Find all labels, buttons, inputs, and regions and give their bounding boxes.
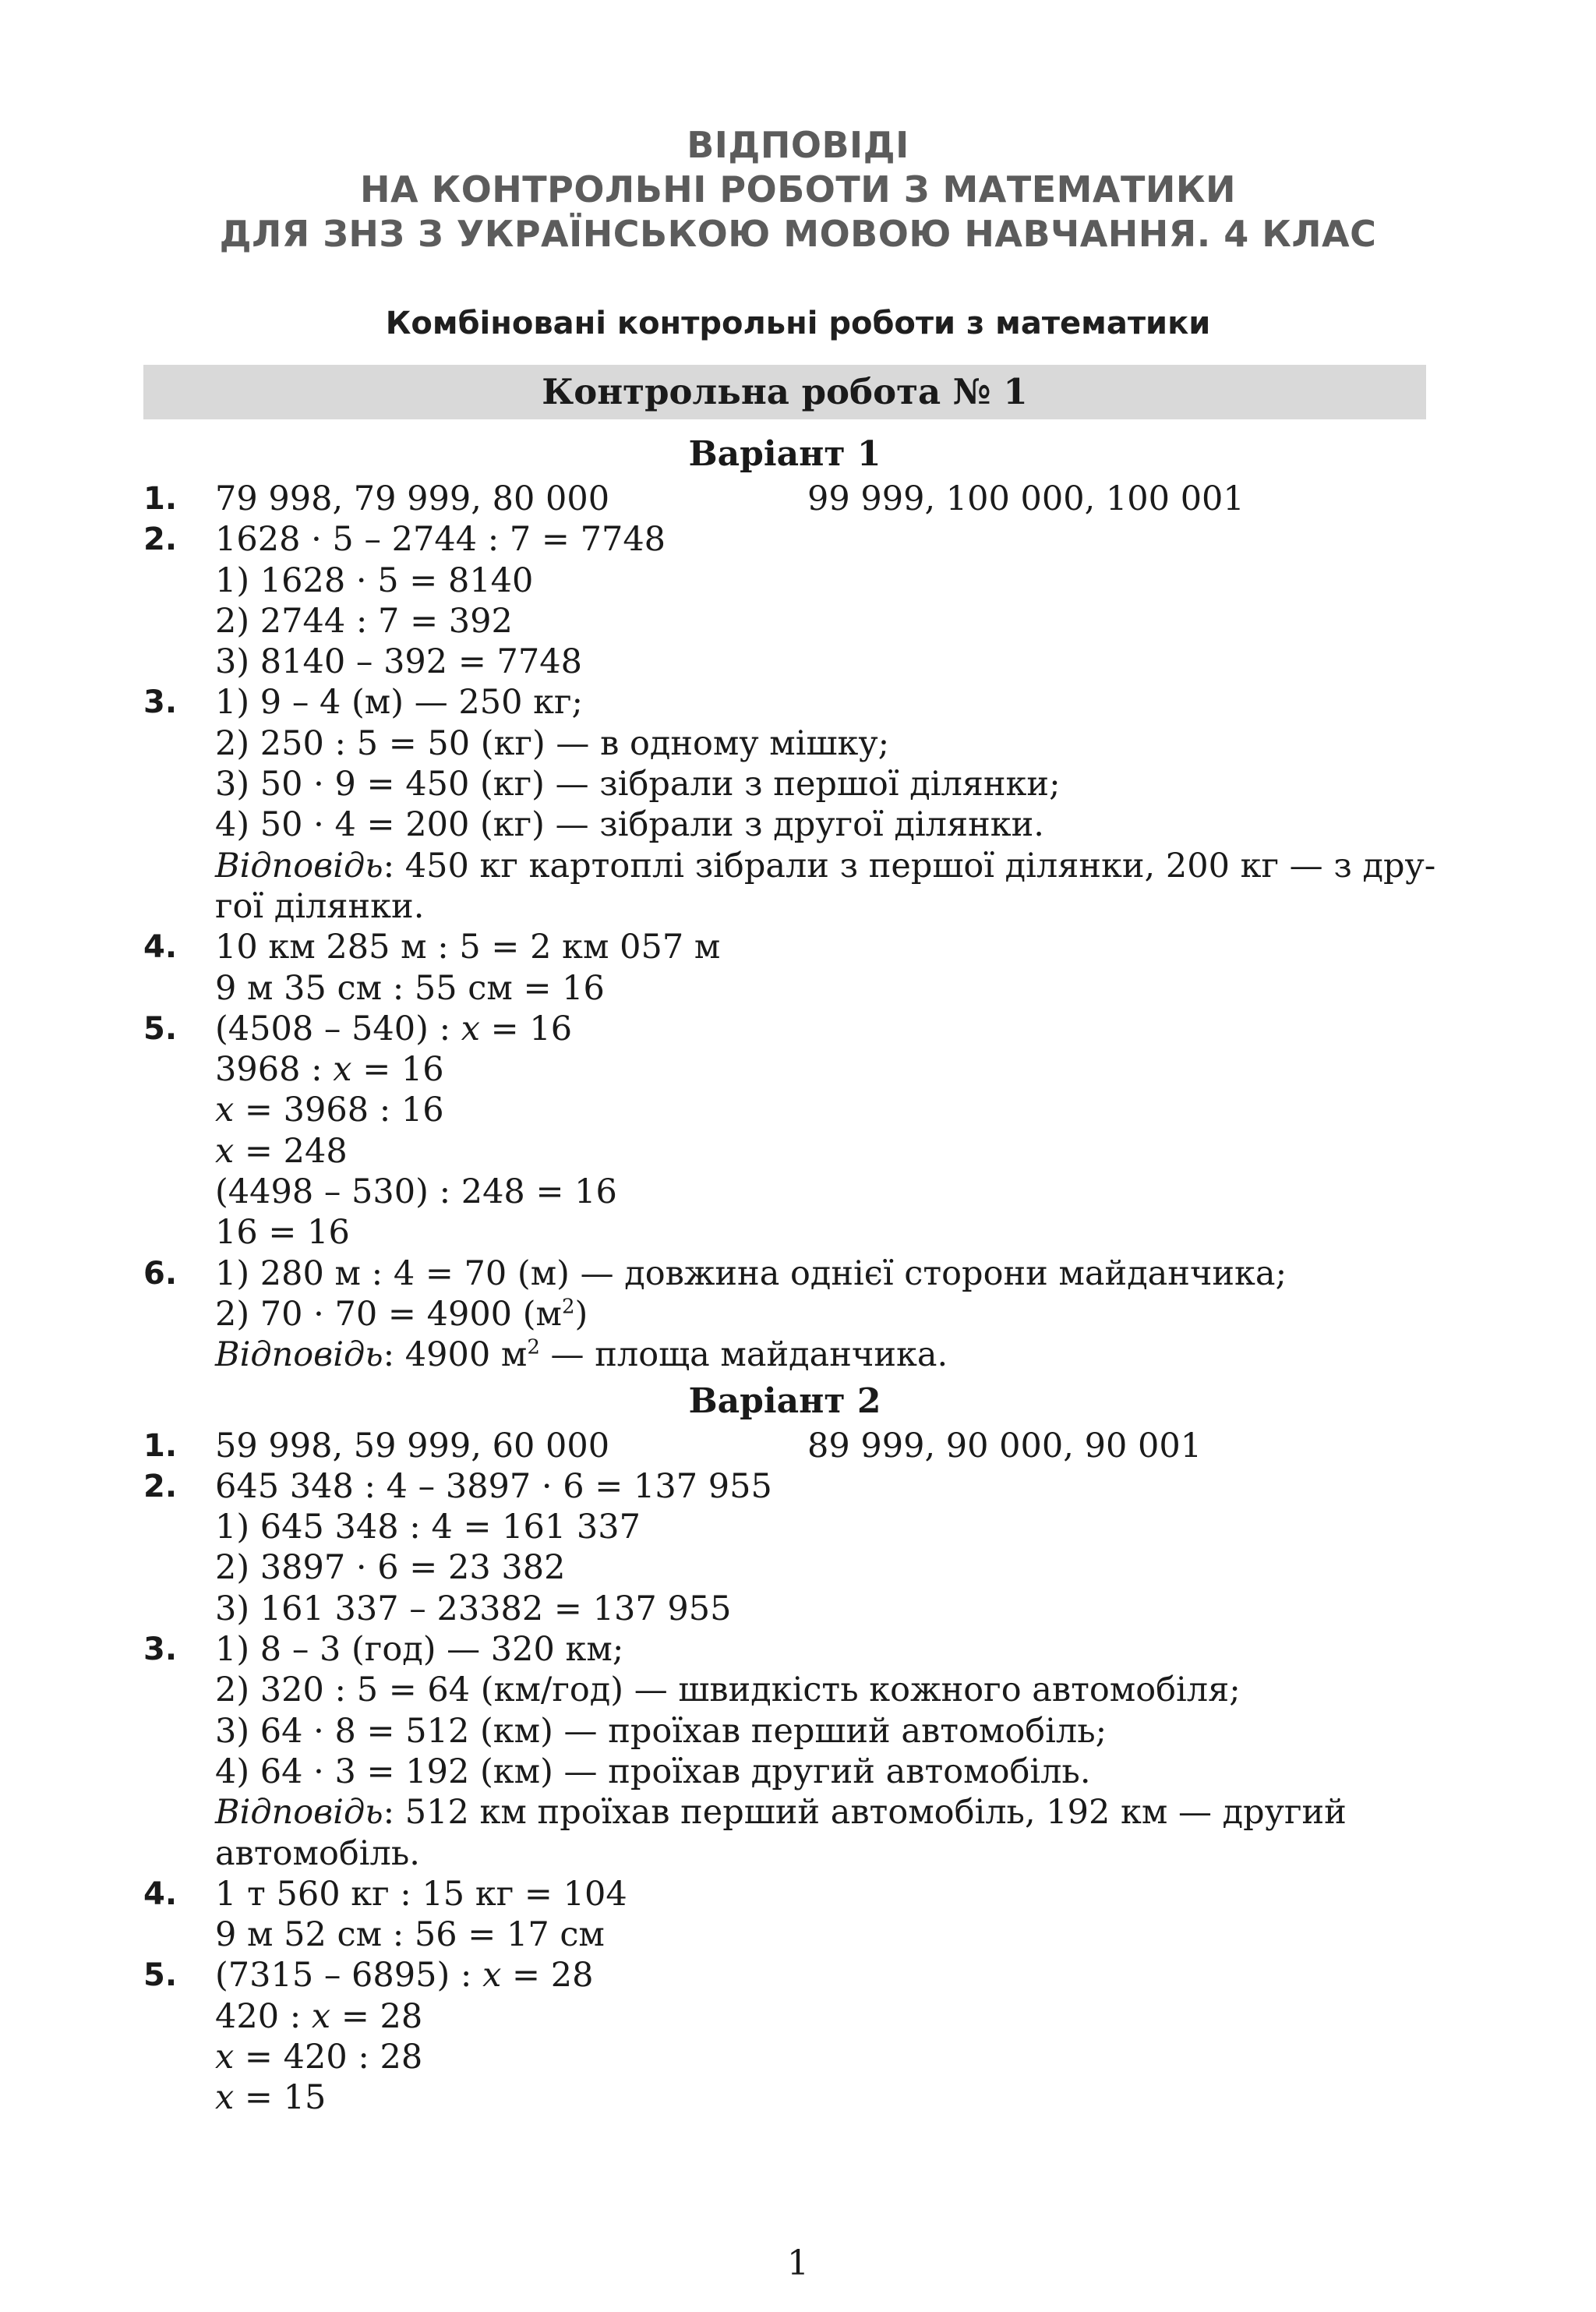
equation-line: 420 : x = 28	[215, 1996, 423, 2036]
v2-task-4	[143, 1874, 1426, 1914]
equation-check: (4498 – 530) : 248 = 16	[215, 1172, 617, 1212]
task-number: 4.	[143, 929, 178, 966]
task-step: 2) 3897 · 6 = 23 382	[215, 1548, 566, 1588]
task-expression: 9 м 35 см : 55 см = 16	[215, 968, 605, 1008]
task-step: 3) 161 337 – 23382 = 137 955	[215, 1589, 732, 1628]
heading-line-1: ВІДПОВІДІ	[687, 124, 909, 166]
v1-task-2-step	[143, 601, 1426, 642]
v2-task-5	[143, 1955, 1426, 1996]
answer-label: Відповідь	[215, 1335, 383, 1375]
v1-task-6	[143, 1253, 1426, 1294]
work-title-bar: Контрольна робота № 1	[143, 365, 1426, 419]
task-number: 5.	[143, 1010, 178, 1047]
answer-text	[215, 846, 1435, 886]
v2-task-3-answer	[143, 1792, 1426, 1833]
equation-line: (4508 – 540) : x = 16	[215, 1009, 573, 1048]
v1-task-2	[143, 519, 1426, 560]
v1-task-5	[143, 1009, 1426, 1049]
task-expression: 1628 · 5 – 2744 : 7 = 7748	[215, 520, 666, 560]
task-answer-second: 99 999, 100 000, 100 001	[807, 479, 1245, 518]
task-expression: 645 348 : 4 – 3897 · 6 = 137 955	[215, 1466, 772, 1506]
v2-task-5-line	[143, 2037, 1426, 2077]
answer-label: Відповідь	[215, 1793, 383, 1833]
task-number: 6.	[143, 1255, 178, 1292]
v2-task-4-line	[143, 1914, 1426, 1955]
task-step: 4) 50 · 4 = 200 (кг) — зібрали з другої ділянки.	[215, 805, 1044, 845]
variant-2-title: Варіант 2	[688, 1380, 881, 1421]
task-step: 4) 64 · 3 = 192 (км) — проїхав другий автомобіль.	[215, 1752, 1091, 1791]
task-expression: 10 км 285 м : 5 = 2 км 057 м	[215, 928, 721, 967]
v1-task-5-line	[143, 1212, 1426, 1253]
task-step: 1) 9 – 4 (м) — 250 кг;	[215, 683, 583, 723]
v1-task-5-line	[143, 1172, 1426, 1212]
v1-task-5-line	[143, 1131, 1426, 1172]
v2-task-2-step	[143, 1547, 1426, 1588]
task-number: 2.	[143, 521, 178, 558]
v1-task-5-line	[143, 1090, 1426, 1130]
variable-x: x	[461, 1009, 480, 1048]
variant-1-title: Варіант 1	[688, 434, 881, 474]
variable-x: x	[215, 1131, 235, 1171]
answer-continuation: автомобіль.	[215, 1833, 420, 1873]
v1-task-4-line	[143, 968, 1426, 1009]
v2-task-2-step	[143, 1507, 1426, 1547]
task-number: 3.	[143, 684, 178, 721]
equation-line: x = 15	[215, 2078, 327, 2118]
answer-text: Відповідь: 4900 $м^2$ — площа майданчика.	[215, 1335, 948, 1375]
v1-task-2-step	[143, 560, 1426, 601]
v2-task-5-line	[143, 1996, 1426, 2037]
v1-task-3	[143, 682, 1426, 723]
task-step: 1) 1628 · 5 = 8140	[215, 560, 534, 600]
v1-task-3-step	[143, 723, 1426, 764]
task-number: 4.	[143, 1875, 178, 1912]
task-number: 3.	[143, 1631, 178, 1668]
task-number: 1.	[143, 481, 178, 517]
v2-task-3-step	[143, 1752, 1426, 1792]
equation-line: x = 3968 : 16	[215, 1091, 444, 1130]
v1-task-3-step	[143, 804, 1426, 845]
task-expression: 9 м 52 см : 56 = 17 см	[215, 1915, 605, 1955]
v1-task-4	[143, 927, 1426, 967]
v2-task-5-line	[143, 2077, 1426, 2118]
equation-line: 3968 : x = 16	[215, 1050, 444, 1090]
v2-task-3-step	[143, 1670, 1426, 1710]
task-step: 2) 320 : 5 = 64 (км/год) — швидкість кожного автомобіля;	[215, 1670, 1241, 1710]
task-step: 2) 250 : 5 = 50 (кг) — в одному мішку;	[215, 723, 890, 763]
v2-task-3	[143, 1629, 1426, 1670]
task-number: 5.	[143, 1957, 178, 1994]
section-subheading: Комбіновані контрольні роботи з математики	[385, 306, 1211, 341]
v2-task-2-step	[143, 1589, 1426, 1629]
v2-task-3-step	[143, 1711, 1426, 1752]
answer-continuation: гої ділянки.	[215, 886, 425, 926]
document-heading	[0, 123, 1596, 256]
task-step: 1) 280 м : 4 = 70 (м) — довжина однієї сторони майданчика;	[215, 1253, 1287, 1293]
task-step: 3) 64 · 8 = 512 (км) — проїхав перший автомобіль;	[215, 1711, 1107, 1751]
variable-x: x	[215, 1091, 235, 1130]
answer-label: Відповідь	[215, 846, 383, 886]
v1-task-3-answer	[143, 846, 1436, 886]
v1-task-3-answer-cont	[143, 886, 1426, 927]
task-step: 2) 70 · 70 = 4900 $(м^2)$	[215, 1294, 588, 1334]
v1-task-5-line	[143, 1049, 1426, 1090]
equation-check: 16 = 16	[215, 1213, 350, 1253]
answer-text	[215, 1792, 1347, 1833]
v1-task-1	[143, 479, 1426, 519]
v2-task-2	[143, 1466, 1426, 1507]
task-step: 2) 2744 : 7 = 392	[215, 601, 513, 641]
task-answer: 79 998, 79 999, 80 000	[215, 479, 610, 518]
task-answer-second: 89 999, 90 000, 90 001	[807, 1426, 1202, 1465]
variable-x: x	[311, 1996, 331, 2036]
variable-x: x	[482, 1956, 502, 1996]
v1-task-6-answer	[143, 1335, 1426, 1375]
task-expression: 1 т 560 кг : 15 кг = 104	[215, 1874, 627, 1914]
task-number: 2.	[143, 1468, 178, 1504]
answer-value: : 512 км проїхав перший автомобіль, 192 км — другий	[383, 1793, 1347, 1833]
variable-x: x	[215, 2078, 235, 2118]
v1-task-3-step	[143, 764, 1426, 804]
v1-task-6-step	[143, 1294, 1426, 1335]
variable-x: x	[333, 1050, 352, 1090]
answer-value: : 450 кг картоплі зібрали з першої ділянки, 200 кг — з дру-	[383, 846, 1436, 886]
heading-line-2: НА КОНТРОЛЬНІ РОБОТИ З МАТЕМАТИКИ	[359, 168, 1236, 210]
task-step: 1) 8 – 3 (год) — 320 км;	[215, 1630, 624, 1670]
v2-task-1	[143, 1426, 1426, 1466]
heading-line-3: ДЛЯ ЗНЗ З УКРАЇНСЬКОЮ МОВОЮ НАВЧАННЯ. 4 КЛАС	[219, 213, 1377, 255]
task-step: 1) 645 348 : 4 = 161 337	[215, 1508, 641, 1547]
task-answer: 59 998, 59 999, 60 000	[215, 1426, 610, 1465]
variable-x: x	[215, 2037, 235, 2077]
equation-line: x = 420 : 28	[215, 2037, 423, 2077]
page-number: 1	[787, 2243, 809, 2283]
equation-line: (7315 – 6895) : x = 28	[215, 1956, 594, 1996]
task-step: 3) 8140 – 392 = 7748	[215, 642, 582, 682]
task-number: 1.	[143, 1427, 178, 1464]
task-step: 3) 50 · 9 = 450 (кг) — зібрали з першої ділянки;	[215, 765, 1061, 804]
answers-content	[143, 430, 1436, 2119]
v2-task-3-answer-cont	[143, 1833, 1426, 1874]
equation-line: x = 248	[215, 1131, 348, 1171]
v1-task-2-step	[143, 642, 1426, 682]
